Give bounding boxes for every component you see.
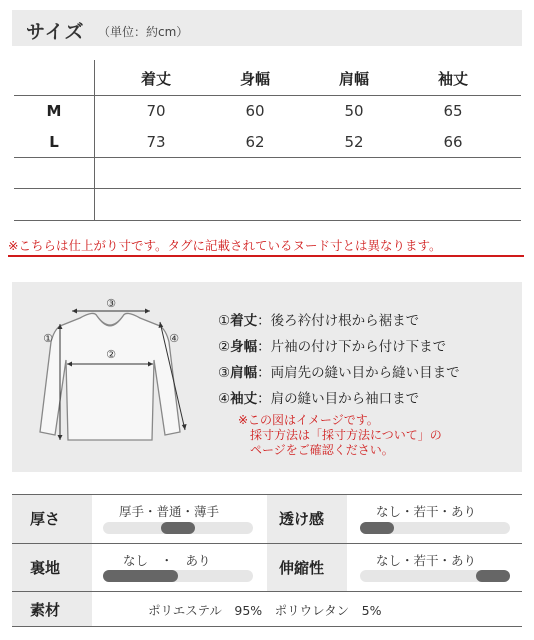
- col-header-shoulder: 肩幅: [338, 70, 369, 88]
- table-cell: 52: [344, 133, 364, 151]
- lining-level: [103, 570, 178, 582]
- row-label-m: M: [46, 102, 62, 120]
- table-divider: [14, 220, 521, 221]
- page-title: サイズ: [26, 21, 85, 43]
- shirt-diagram: [22, 290, 202, 465]
- sheerness-level: [360, 522, 394, 534]
- table-divider: [14, 188, 521, 189]
- unit-label: （単位：約cm）: [98, 25, 189, 39]
- col-header-body-width: 身幅: [239, 70, 270, 88]
- legend-item-shoulder: ③肩幅：両肩先の縫い目から縫い目まで: [218, 365, 460, 381]
- legend-item-body-width: ②身幅：片袖の付け下から付け下まで: [218, 339, 447, 355]
- row-label-l: L: [49, 133, 59, 151]
- label-lining: 裏地: [30, 559, 61, 577]
- table-cell: 62: [245, 133, 265, 151]
- finished-size-note: ※こちらは仕上がり寸です。タグに記載されているヌード寸とは異なります。: [8, 238, 442, 253]
- table-cell: 73: [146, 133, 166, 151]
- marker-2: ②: [106, 348, 116, 361]
- marker-3: ③: [106, 297, 116, 310]
- marker-1: ①: [43, 332, 53, 345]
- table-cell: 70: [146, 102, 166, 120]
- thickness-options: 厚手・普通・薄手: [119, 504, 220, 519]
- legend-item-length: ①着丈：後ろ衿付け根から裾まで: [218, 313, 420, 329]
- legend-item-sleeve: ④袖丈：肩の縫い目から袖口まで: [218, 391, 420, 407]
- stretch-options: なし・若干・あり: [376, 553, 477, 568]
- sheerness-scale: [360, 522, 510, 534]
- image-note-line: 採寸方法は「採寸方法について」の: [250, 428, 442, 442]
- stretch-level: [476, 570, 510, 582]
- table-cell: 65: [443, 102, 463, 120]
- lining-scale: [103, 570, 253, 582]
- marker-4: ④: [169, 332, 179, 345]
- lining-options: なし ・ あり: [123, 553, 211, 568]
- label-stretch: 伸縮性: [279, 559, 325, 577]
- col-header-sleeve: 袖丈: [437, 70, 468, 88]
- table-cell: 50: [344, 102, 364, 120]
- label-sheerness: 透け感: [279, 510, 325, 528]
- table-cell: 60: [245, 102, 265, 120]
- stretch-scale: [360, 570, 510, 582]
- label-thickness: 厚さ: [30, 510, 61, 528]
- image-note-line: ※この図はイメージです。: [238, 413, 379, 427]
- sheerness-options: なし・若干・あり: [376, 504, 477, 519]
- label-material: 素材: [30, 601, 61, 619]
- image-note-line: ページをご確認ください。: [250, 443, 394, 457]
- table-column-divider: [94, 60, 95, 220]
- table-divider: [14, 95, 521, 96]
- size-header-bar: [12, 10, 522, 46]
- table-divider: [14, 157, 521, 158]
- thickness-level: [161, 522, 195, 534]
- thickness-scale: [103, 522, 253, 534]
- col-header-length: 着丈: [140, 70, 171, 88]
- attr-divider: [12, 626, 522, 627]
- note-underline: [8, 255, 524, 257]
- table-cell: 66: [443, 133, 463, 151]
- material-value: ポリエステル 95% ポリウレタン 5%: [148, 603, 382, 618]
